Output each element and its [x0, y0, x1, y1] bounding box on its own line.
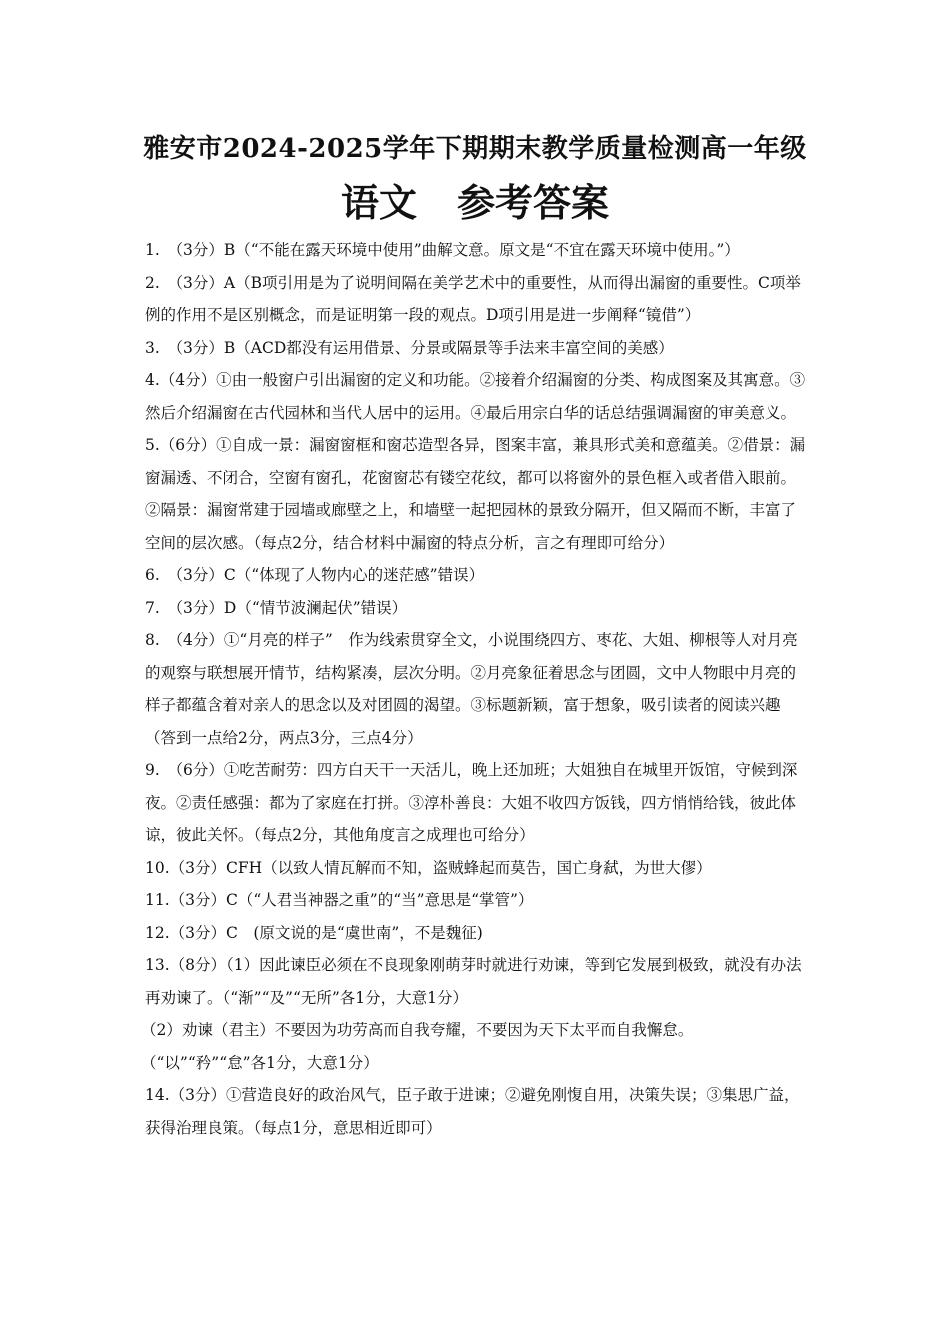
answer-item-13-2: （2）劝谏（君主）不要因为功劳高而自我夸耀，不要因为天下太平而自我懈怠。（“以”“矜”“怠”各1分，大意1分）: [141, 1021, 694, 1072]
page-subtitle: [0, 172, 950, 227]
subtitle-answer-key: 参考答案: [457, 181, 610, 225]
answer-item-9: 9. （6分）①吃苦耐劳：四方白天干一天活儿，晚上还加班；大姐独自在城里开饭馆，守候到深夜。②责任感强：都为了家庭在打拼。③淳朴善良：大姐不收四方饭钱，四方悄悄给钱，彼此体谅，彼此关怀。（每点2分，其他角度言之成理也可给分）: [145, 761, 798, 844]
answer-item-14: 14.（3分）①营造良好的政治风气，臣子敢于进谏；②避免刚愎自用，决策失误；③集思广益，获得治理良策。（每点1分，意思相近即可）: [145, 1086, 800, 1137]
answer-item-1: 1. （3分）B（“不能在露天环境中使用”曲解文意。原文是“不宜在露天环境中使用。”）: [145, 241, 740, 259]
answer-list: [141, 234, 810, 1144]
subtitle-subject: 语文: [340, 181, 417, 225]
answer-item-7: 7. （3分）D（“情节波澜起伏”错误）: [145, 598, 408, 617]
answer-item-11: 11.（3分）C（“人君当神器之重”的“当”意思是“掌管”）: [145, 891, 534, 909]
answer-item-2: 2. （3分）A（B项引用是为了说明间隔在美学艺术中的重要性，从而得出漏窗的重要性。C项举例的作用不是区别概念，而是证明第一段的观点。D项引用是进一步阐释“镜借”）: [145, 273, 801, 324]
page-title: 雅安市2024-2025学年下期期末教学质量检测高一年级: [143, 134, 807, 164]
answer-item-3: 3. （3分）B（ACD都没有运用借景、分景或隔景等手法来丰富空间的美感）: [145, 338, 674, 357]
answer-item-4: 4.（4分）①由一般窗户引出漏窗的定义和功能。②接着介绍漏窗的分类、构成图案及其寓意。③然后介绍漏窗在古代园林和当代人居中的运用。④最后用宗白华的话总结强调漏窗的审美意义。: [145, 371, 806, 422]
answer-item-8: 8. （4分）①“月亮的样子” 作为线索贯穿全文，小说围绕四方、枣花、大姐、柳根等人对月亮的观察与联想展开情节，结构紧凑，层次分明。②月亮象征着思念与团圆，文中人物眼中月亮的样子都蕴含着对亲人的思念以及对团圆的渴望。③标题新颖，富于想象，吸引读者的阅读兴趣（答到一点给2分，两点3分，三点4分）: [145, 631, 798, 747]
answer-item-10: 10.（3分）CFH（以致人情瓦解而不知，盗贼蜂起而莫告，国亡身弑，为世大僇）: [145, 858, 712, 877]
answer-item-12: 12.（3分）C (原文说的是“虞世南”，不是魏征): [145, 923, 483, 942]
answer-item-6: 6. （3分）C（“体现了人物内心的迷茫感”错误）: [145, 566, 485, 584]
answer-item-5: 5.（6分）①自成一景：漏窗窗框和窗芯造型各异，图案丰富，兼具形式美和意蕴美。②借景：漏窗漏透、不闭合，空窗有窗孔，花窗窗芯有镂空花纹，都可以将窗外的景色框入或者借入眼前。②隔景：漏窗常建于园墙或廊壁之上，和墙壁一起把园林的景致分隔开，但又隔而不断，丰富了空间的层次感。（每点2分，结合材料中漏窗的特点分析，言之有理即可给分）: [145, 436, 806, 552]
answer-item-13-1: 13.（8分）（1）因此谏臣必须在不良现象刚萌芽时就进行劝谏，等到它发展到极致，就没有办法再劝谏了。（“渐”“及”“无所”各1分，大意1分）: [145, 956, 802, 1007]
